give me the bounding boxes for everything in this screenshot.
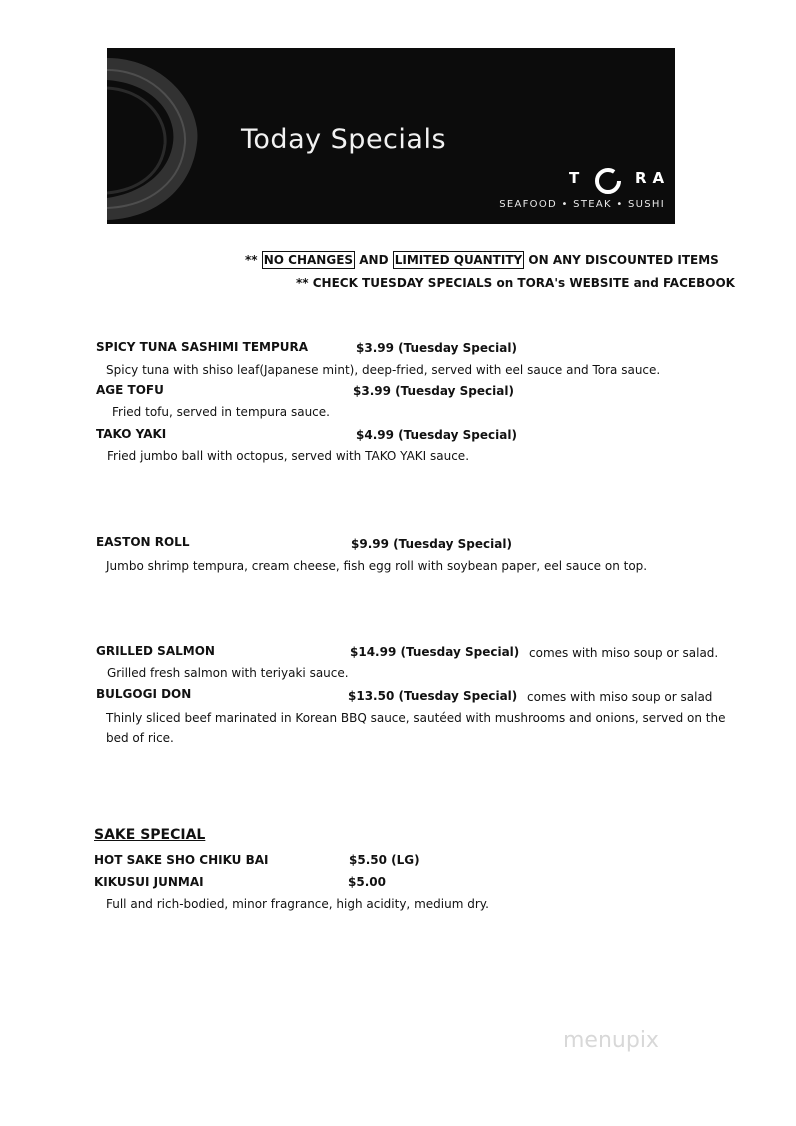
sake-item-description: Full and rich-bodied, minor fragrance, high acidity, medium dry. (106, 897, 489, 911)
notice-and: AND (359, 253, 389, 267)
sake-item-name: KIKUSUI JUNMAI (94, 875, 204, 889)
notice-line-2: ** CHECK TUESDAY SPECIALS on TORA's WEBSITE and FACEBOOK (296, 276, 735, 290)
item-side-note: comes with miso soup or salad (527, 690, 713, 704)
notice-suffix: ON ANY DISCOUNTED ITEMS (528, 253, 719, 267)
tagline: SEAFOOD • STEAK • SUSHI (499, 199, 665, 210)
item-name: EASTON ROLL (96, 535, 190, 549)
logo-letter-left: T (569, 169, 580, 187)
notice-limited-quantity-box: LIMITED QUANTITY (394, 253, 523, 267)
item-price: $9.99 (Tuesday Special) (351, 537, 512, 551)
tora-logo (569, 166, 669, 196)
item-price: $3.99 (Tuesday Special) (356, 341, 517, 355)
item-description: Fried tofu, served in tempura sauce. (112, 405, 330, 419)
item-side-note: comes with miso soup or salad. (529, 646, 719, 660)
enso-circle-icon (589, 166, 629, 196)
item-name: SPICY TUNA SASHIMI TEMPURA (96, 340, 309, 354)
watermark: menupix (563, 1028, 659, 1053)
item-name: BULGOGI DON (96, 687, 192, 701)
sake-item-price: $5.00 (348, 875, 386, 889)
header-banner (107, 48, 675, 224)
item-name: AGE TOFU (96, 383, 164, 397)
notice-no-changes-box: NO CHANGES (263, 253, 354, 267)
notice-line-1 (245, 253, 719, 267)
item-name: GRILLED SALMON (96, 644, 215, 658)
item-price: $3.99 (Tuesday Special) (353, 384, 514, 398)
item-description-continued: bed of rice. (106, 731, 174, 745)
item-description: Spicy tuna with shiso leaf(Japanese mint), deep-fried, served with eel sauce and Tora sauce. (106, 363, 661, 377)
sake-item-price: $5.50 (LG) (349, 853, 420, 867)
page-title: Today Specials (241, 124, 447, 155)
sake-item-name: HOT SAKE SHO CHIKU BAI (94, 853, 269, 867)
brush-swirl-graphic (107, 48, 247, 224)
item-description: Fried jumbo ball with octopus, served with TAKO YAKI sauce. (107, 449, 470, 463)
item-price: $13.50 (Tuesday Special) (348, 689, 518, 703)
item-description: Jumbo shrimp tempura, cream cheese, fish egg roll with soybean paper, eel sauce on top. (106, 559, 648, 573)
item-description: Thinly sliced beef marinated in Korean BBQ sauce, sautéed with mushrooms and onions, served on the (106, 711, 726, 725)
item-description: Grilled fresh salmon with teriyaki sauce. (107, 666, 349, 680)
logo-letters-right: RA (635, 169, 671, 187)
item-price: $14.99 (Tuesday Special) (350, 645, 520, 659)
item-name: TAKO YAKI (96, 427, 167, 441)
notice-prefix: ** (245, 253, 258, 267)
sake-section-heading: SAKE SPECIAL (94, 827, 206, 843)
item-price: $4.99 (Tuesday Special) (356, 428, 517, 442)
